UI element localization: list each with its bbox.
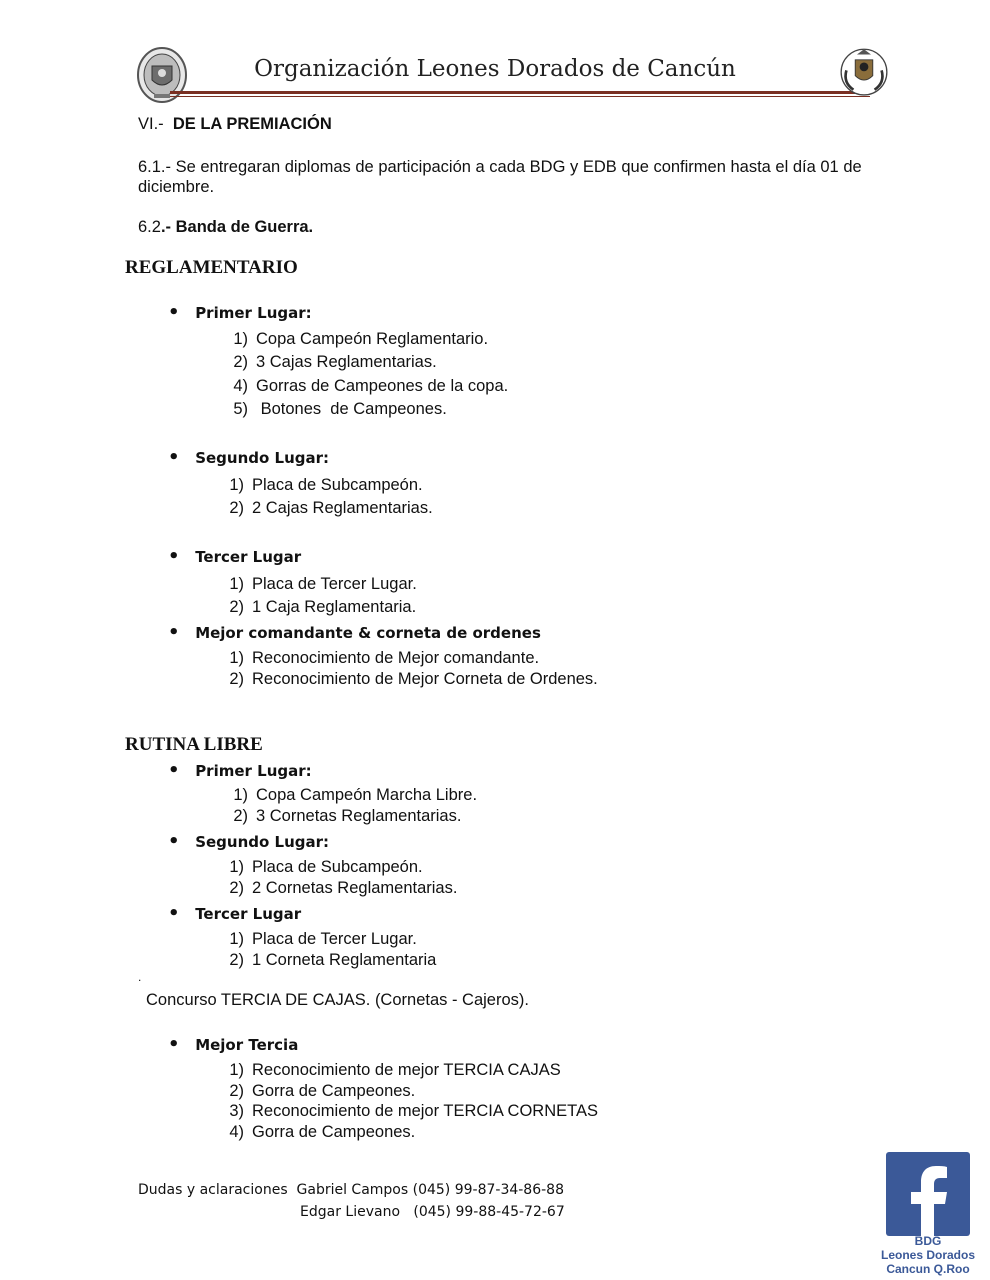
list-item: 4) Gorras de Campeones de la copa. [233,376,509,395]
bullet-icon: • [168,622,180,643]
bullet-icon: • [168,302,180,323]
list-label: Tercer Lugar [195,905,302,923]
list-label: Tercer Lugar [195,548,302,566]
paragraph-6-1-line1: 6.1.- Se entregaran diplomas de participación a cada BDG y EDB que confirmen hasta el día 01 de [138,158,862,176]
list-item: 1) Placa de Tercer Lugar. [229,930,417,948]
rutina-libre-heading: RUTINA LIBRE [125,734,263,755]
page-header-title: Organización Leones Dorados de Cancún [254,56,736,82]
list-item: 1) Placa de Tercer Lugar. [229,575,417,593]
section-heading [138,115,332,134]
list-label: Segundo Lugar: [195,449,330,467]
stray-dot: . [138,970,142,984]
list-item: 1) Placa de Subcampeón. [229,858,423,876]
reglamentario-segundo-list [218,474,433,520]
bullet-icon: • [168,546,180,567]
paragraph-6-1 [138,157,862,197]
list-item: 2) 2 Cornetas Reglamentarias. [229,879,458,897]
contact-line-2: Edgar Lievano (045) 99-88-45-72-67 [300,1204,565,1220]
reglamentario-heading: REGLAMENTARIO [125,257,298,278]
list-item: 1) Reconocimiento de Mejor comandante. [229,649,540,667]
concurso-title: Concurso TERCIA DE CAJAS. (Cornetas - Cajeros). [146,991,529,1009]
reglamentario-primer-list [222,328,508,421]
list-label: Mejor Tercia [195,1036,299,1054]
reglamentario-tercer-list [218,573,417,619]
header-rule [170,91,870,94]
reglamentario-segundo-label [168,447,329,468]
paragraph-6-2 [138,218,313,237]
concurso-mejor-list [218,1060,598,1142]
list-item: 2) 1 Corneta Reglamentaria [229,951,437,969]
concurso-mejor-label [168,1034,298,1055]
list-item: 2) 3 Cajas Reglamentarias. [233,353,437,372]
rutina-primer-label [168,760,312,781]
list-item: 5) Botones de Campeones. [233,399,447,418]
rutina-primer-list [222,785,477,827]
header-rule-thin [170,96,870,97]
bullet-icon: • [168,447,180,468]
bullet-icon: • [168,1034,180,1055]
badge-line-3: Cancun Q.Roo [886,1262,970,1276]
list-label: Primer Lugar: [195,762,312,780]
rutina-tercer-list [218,929,436,971]
contact-line-1: Dudas y aclaraciones Gabriel Campos (045) 99-87-34-86-88 [138,1182,564,1198]
list-item: 2) 2 Cajas Reglamentarias. [229,499,433,517]
reglamentario-mejor-label [168,622,541,643]
list-label: Primer Lugar: [195,304,312,322]
list-item: 1) Copa Campeón Reglamentario. [233,330,489,348]
list-item: 3) Reconocimiento de mejor TERCIA CORNETAS [229,1102,599,1120]
list-item: 1) Reconocimiento de mejor TERCIA CAJAS [229,1061,561,1079]
list-item: 2) Reconocimiento de Mejor Corneta de Ordenes. [229,669,598,688]
paragraph-6-2-title: .- Banda de Guerra. [160,218,314,236]
paragraph-6-2-number: 6.2 [138,218,161,236]
rutina-segundo-list [218,857,457,899]
reglamentario-mejor-list [218,648,598,689]
section-prefix: VI.- [138,115,164,133]
rutina-tercer-label [168,903,301,924]
bullet-icon: • [168,831,180,852]
list-label: Mejor comandante & corneta de ordenes [195,624,541,642]
facebook-badge-caption [872,1234,984,1276]
reglamentario-primer-label [168,302,312,323]
list-item: 1) Placa de Subcampeón. [229,476,423,494]
bullet-icon: • [168,760,180,781]
badge-line-2: Leones Dorados [880,1248,976,1262]
right-crest-logo [838,44,890,107]
rutina-segundo-label [168,831,329,852]
list-label: Segundo Lugar: [195,833,330,851]
list-item: 2) Gorra de Campeones. [229,1081,416,1100]
list-item: 1) Copa Campeón Marcha Libre. [233,786,478,804]
list-item: 2) 3 Cornetas Reglamentarias. [233,807,462,825]
reglamentario-tercer-label [168,546,301,567]
list-item: 4) Gorra de Campeones. [229,1122,416,1141]
badge-line-1: BDG [914,1234,942,1248]
section-title: DE LA PREMIACIÓN [172,115,332,133]
bullet-icon: • [168,903,180,924]
facebook-icon[interactable] [886,1152,970,1236]
paragraph-6-1-line2: diciembre. [138,178,215,196]
list-item: 2) 1 Caja Reglamentaria. [229,598,417,616]
